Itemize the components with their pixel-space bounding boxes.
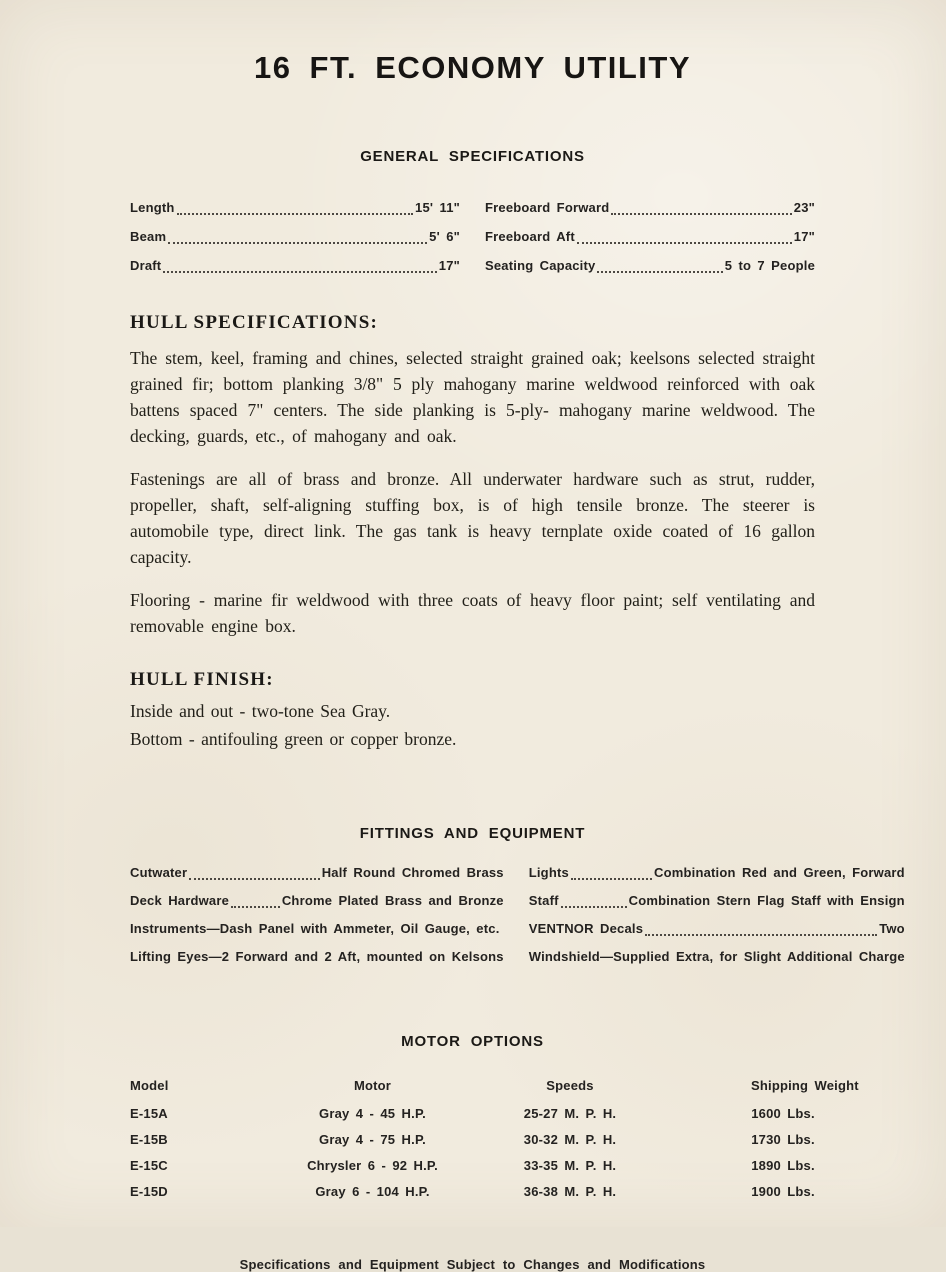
spec-row-length — [130, 193, 460, 222]
motor-table-row — [130, 1101, 815, 1127]
cell-speeds: 33-35 M. P. H. — [523, 1158, 617, 1173]
hull-paragraph-flooring: Flooring - marine fir weldwood with three coats of heavy floor paint; self ventilating and removable engine box. — [130, 590, 815, 636]
spec-value: 15' 11" — [415, 200, 460, 215]
spec-row-beam — [130, 222, 460, 251]
fitting-label: Instruments—Dash Panel with Ammeter, Oil Gauge, etc. — [130, 921, 500, 936]
cell-shipping-weight: 1730 Lbs. — [751, 1132, 815, 1147]
cell-motor: Gray 4 - 45 H.P. — [319, 1106, 426, 1121]
fitting-label: Staff — [528, 893, 559, 908]
dotted-leader — [175, 193, 415, 222]
hull-finish-lines — [130, 698, 815, 753]
fitting-value: Combination Stern Flag Staff with Ensign — [628, 893, 905, 908]
spec-row-seating-capacity — [485, 251, 815, 280]
general-specs-right-column — [485, 193, 815, 280]
fitting-label: Windshield—Supplied Extra, for Slight Additional Charge — [528, 949, 905, 964]
fitting-label: Lifting Eyes—2 Forward and 2 Aft, mounted on Kelsons — [130, 949, 504, 964]
fitting-value: Combination Red and Green, Forward — [654, 865, 905, 880]
fitting-label: Deck Hardware — [130, 893, 230, 908]
cell-speeds: 30-32 M. P. H. — [523, 1132, 617, 1147]
cell-shipping-weight: 1890 Lbs. — [751, 1158, 815, 1173]
spec-label: Seating Capacity — [485, 258, 596, 273]
cell-shipping-weight: 1600 Lbs. — [751, 1106, 815, 1121]
fitting-value: Two — [879, 921, 905, 936]
dotted-leader — [166, 222, 429, 251]
hull-specifications-heading: HULL SPECIFICATIONS: — [130, 312, 379, 333]
fitting-row-staff — [529, 887, 905, 915]
fitting-row-ventnor-decals — [529, 915, 905, 943]
cell-motor: Chrysler 6 - 92 H.P. — [307, 1158, 438, 1173]
general-specifications-heading: GENERAL SPECIFICATIONS — [360, 148, 585, 165]
spec-label: Beam — [130, 229, 167, 244]
spec-row-freeboard-forward — [485, 193, 815, 222]
fittings-right-column — [529, 859, 905, 971]
cell-speeds: 36-38 M. P. H. — [523, 1184, 617, 1199]
dotted-leader — [575, 222, 794, 251]
column-header-shipping-weight: Shipping Weight — [751, 1078, 859, 1093]
column-header-model: Model — [130, 1078, 169, 1093]
dotted-leader — [229, 887, 282, 915]
fitting-value: Half Round Chromed Brass — [321, 865, 504, 880]
cell-model: E-15A — [130, 1106, 168, 1121]
page-title: 16 FT. ECONOMY UTILITY — [253, 50, 692, 85]
spec-label: Length — [130, 200, 175, 215]
spec-value: 5' 6" — [429, 229, 460, 244]
fitting-label: Cutwater — [130, 865, 188, 880]
general-specifications-table — [130, 193, 815, 280]
dotted-leader — [187, 859, 321, 887]
column-header-motor: Motor — [353, 1078, 392, 1093]
motor-table-row — [130, 1127, 815, 1153]
spec-value: 5 to 7 People — [724, 258, 815, 273]
spec-row-draft — [130, 251, 460, 280]
motor-options-heading: MOTOR OPTIONS — [401, 1033, 544, 1050]
hull-paragraph-construction: The stem, keel, framing and chines, selected straight grained oak; keelsons selected straight grained fir; bottom planking 3/8" 5 ply mahogany marine weldwood reinforced with oak battens spaced 7" centers. The side planking is 5-ply- mahogany marine weldwood. The decking, guards, etc., of mahogany and oak. — [130, 348, 815, 446]
dotted-leader — [609, 193, 793, 222]
fitting-row-windshield — [529, 943, 905, 971]
fitting-label: Lights — [528, 865, 569, 880]
cell-model: E-15C — [130, 1158, 168, 1173]
motor-table-row — [130, 1179, 815, 1205]
column-header-speeds: Speeds — [546, 1078, 594, 1093]
dotted-leader — [559, 887, 629, 915]
cell-speeds: 25-27 M. P. H. — [523, 1106, 617, 1121]
cell-shipping-weight: 1900 Lbs. — [751, 1184, 815, 1199]
motor-table-row — [130, 1153, 815, 1179]
spec-value: 23" — [793, 200, 815, 215]
fitting-row-lights — [529, 859, 905, 887]
spec-label: Freeboard Forward — [485, 200, 610, 215]
hull-paragraph-fastenings: Fastenings are all of brass and bronze. All underwater hardware such as strut, rudder, propeller, shaft, self-aligning stuffing box, is of high tensile bronze. The steerer is automobile type, direct link. The gas tank is heavy ternplate oxide coated of 16 gallon capacity. — [130, 469, 815, 567]
spec-label: Freeboard Aft — [485, 229, 575, 244]
disclaimer-footer: Specifications and Equipment Subject to Changes and Modifications — [239, 1257, 706, 1272]
fitting-row-cutwater — [130, 859, 504, 887]
cell-model: E-15D — [130, 1184, 168, 1199]
fitting-row-lifting-eyes — [130, 943, 504, 971]
spec-label: Draft — [130, 258, 162, 273]
fitting-label: VENTNOR Decals — [528, 921, 644, 936]
general-specs-left-column — [130, 193, 460, 280]
fittings-equipment-table — [130, 859, 905, 971]
hull-finish-line: Inside and out - two-tone Sea Gray. — [130, 701, 391, 721]
fittings-equipment-heading: FITTINGS AND EQUIPMENT — [359, 825, 586, 842]
spec-row-freeboard-aft — [485, 222, 815, 251]
dotted-leader — [161, 251, 438, 280]
hull-finish-line: Bottom - antifouling green or copper bronze. — [130, 728, 457, 749]
dotted-leader — [595, 251, 724, 280]
motor-table-header-row — [130, 1073, 859, 1099]
motor-options-table — [130, 1073, 859, 1205]
fitting-value: Chrome Plated Brass and Bronze — [281, 893, 504, 908]
fitting-row-deck-hardware — [130, 887, 504, 915]
cell-motor: Gray 6 - 104 H.P. — [315, 1184, 430, 1199]
fittings-left-column — [130, 859, 504, 971]
spec-value: 17" — [793, 229, 815, 244]
dotted-leader — [643, 915, 879, 943]
cell-motor: Gray 4 - 75 H.P. — [319, 1132, 426, 1147]
hull-finish-heading: HULL FINISH: — [130, 669, 274, 690]
dotted-leader — [569, 859, 654, 887]
cell-model: E-15B — [130, 1132, 168, 1147]
spec-value: 17" — [438, 258, 460, 273]
fitting-row-instruments — [130, 915, 504, 943]
